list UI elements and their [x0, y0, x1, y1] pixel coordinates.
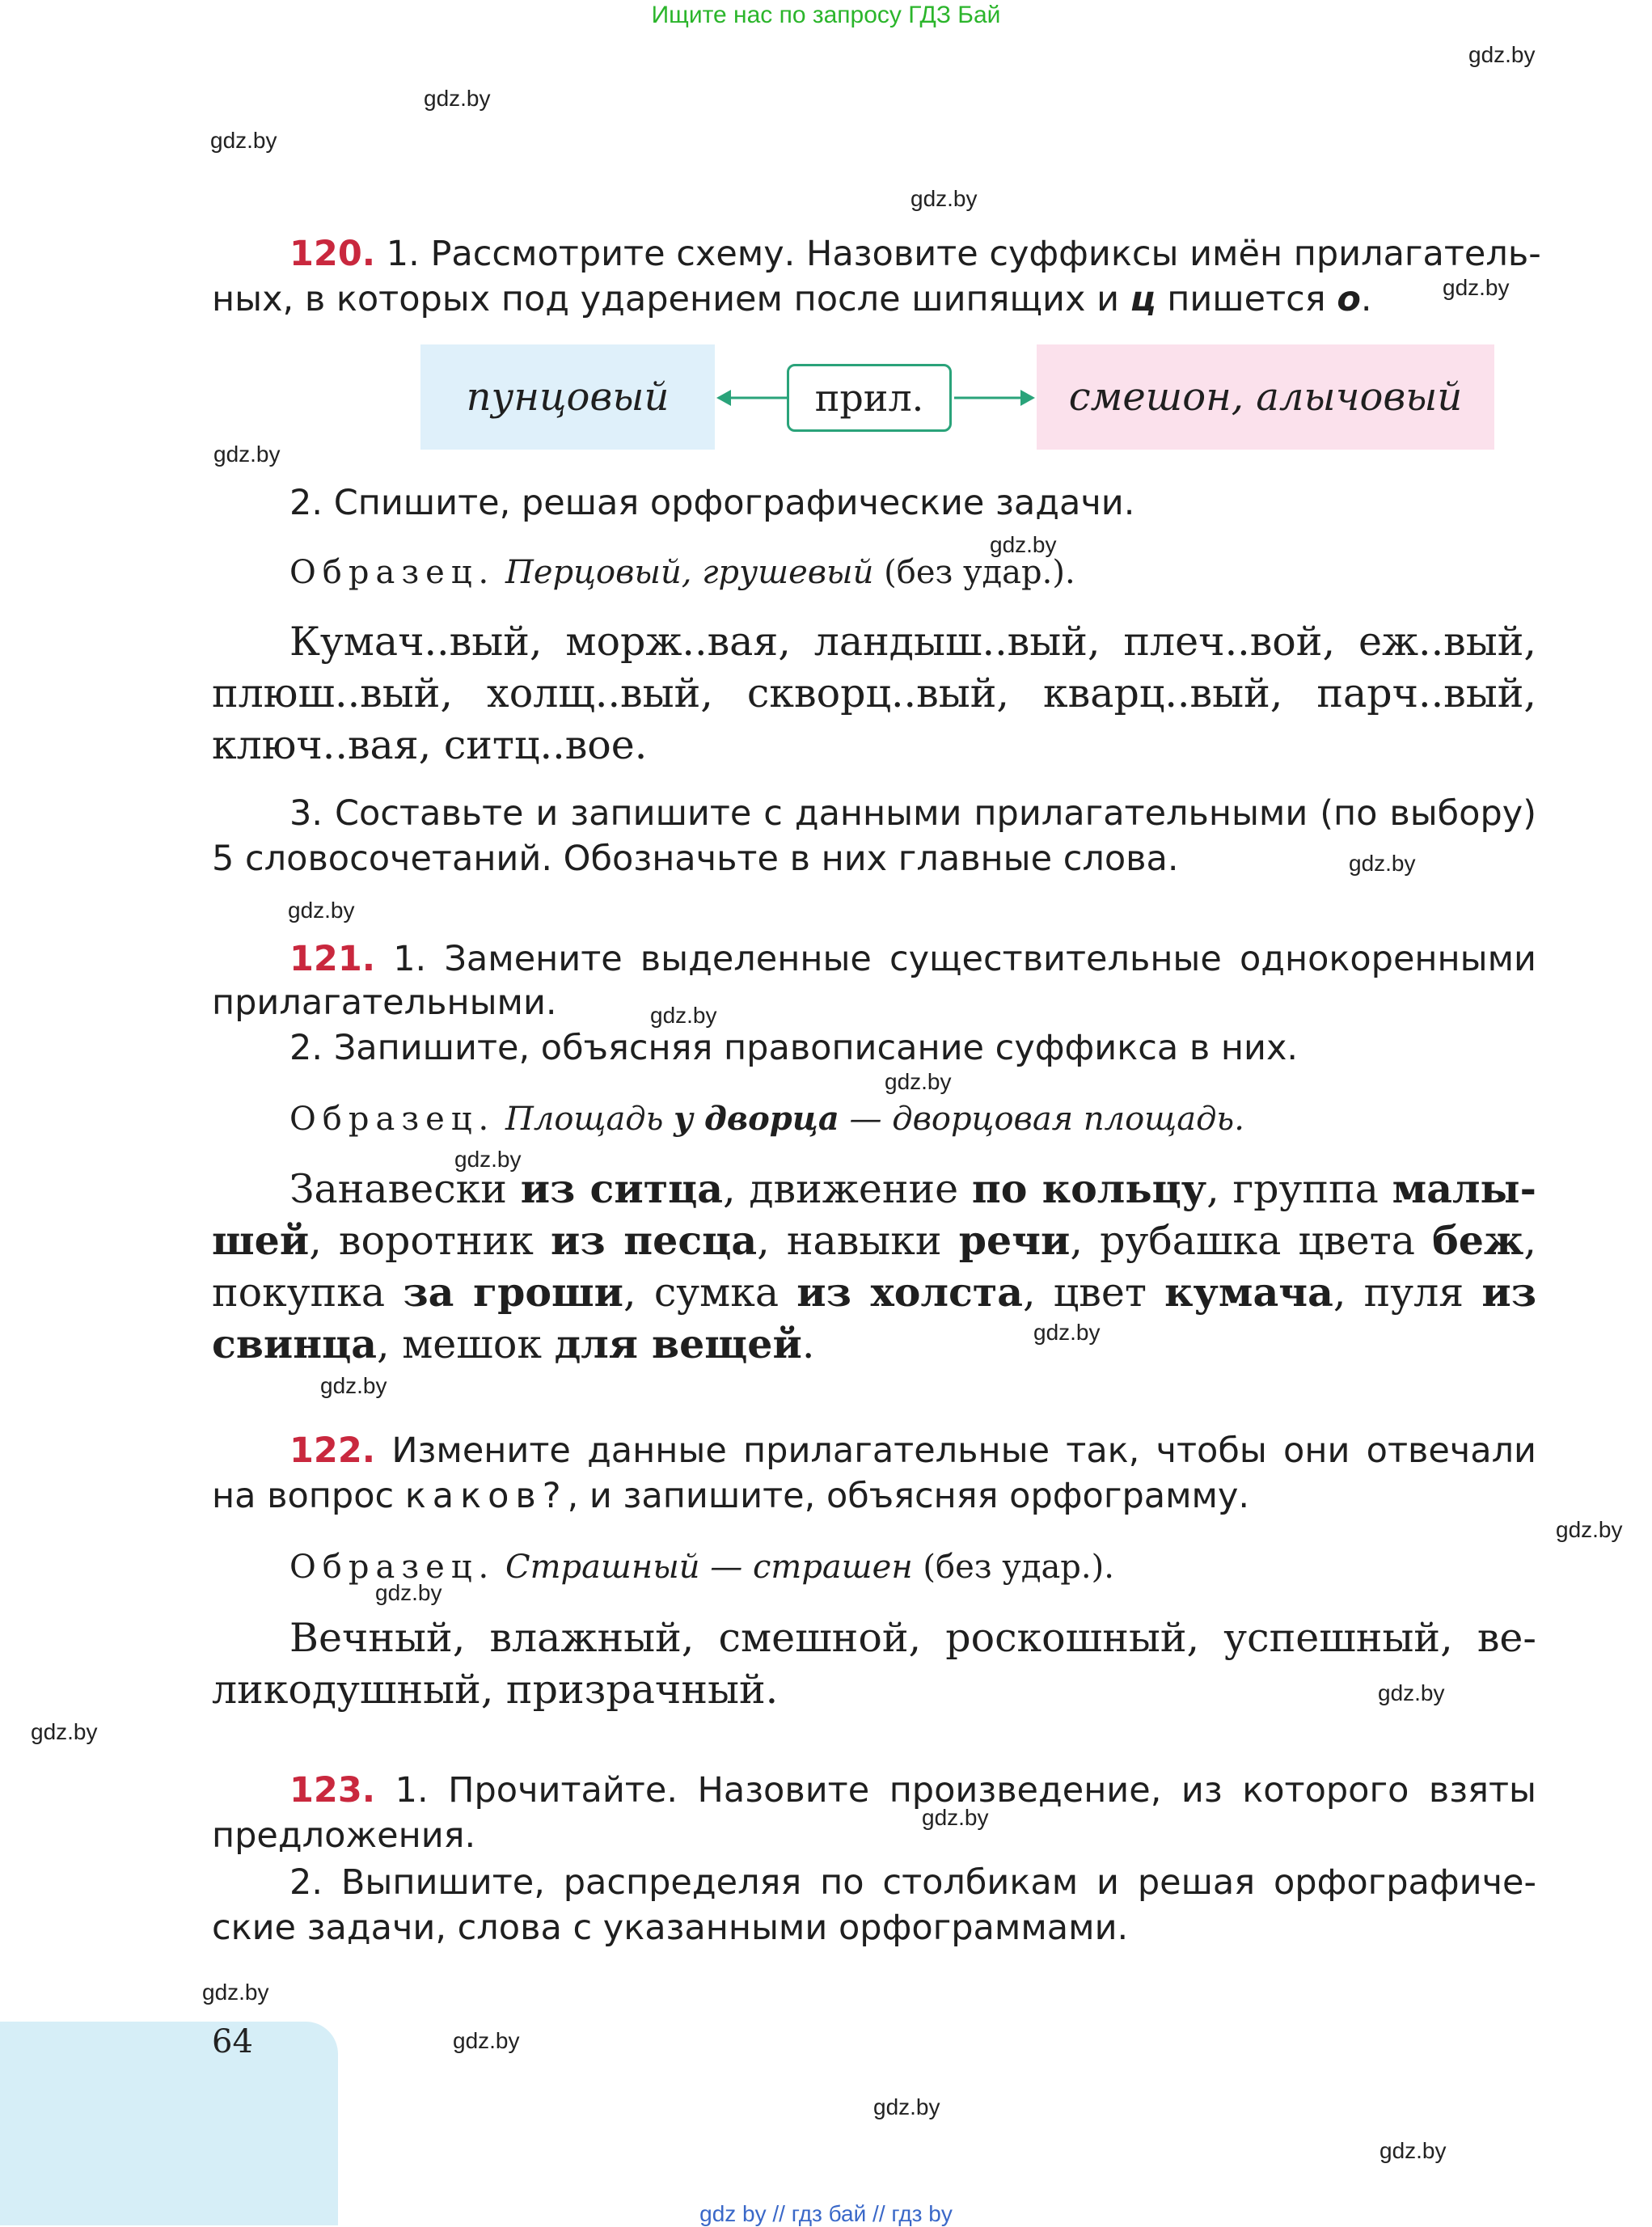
ex121-line3: 2. Запишите, объясняя правописание суффикса в них. [289, 1028, 1299, 1068]
watermark: gdz.by [453, 2028, 520, 2053]
ex120-words-line1: Кумач..вый, морж..вая, ландыш..вый, плеч..вой, еж..вый, [289, 619, 1536, 665]
watermark: gdz.by [454, 1147, 522, 1172]
ex120-task3-line1: 3. Составьте и запишите с данными прилагательными (по выбору) [289, 793, 1536, 834]
page-number: 64 [212, 2023, 253, 2060]
watermark: gdz.by [1468, 42, 1536, 67]
watermark: gdz.by [1379, 2138, 1447, 2163]
exercise-number: 120. [289, 234, 376, 274]
watermark: gdz.by [650, 1003, 717, 1028]
ex123-line4: ские задачи, слова с указанными орфограммами. [212, 1908, 1129, 1948]
ex121-line2: прилагательными. [212, 982, 557, 1023]
ex121-text-line3: покупка за гроши, сумка из холста, цвет кумача, пуля из [212, 1269, 1537, 1316]
watermark: gdz.by [320, 1373, 387, 1398]
ex122-words-line2: ликодушный, призрачный. [212, 1667, 779, 1713]
watermark: gdz.by [210, 128, 277, 153]
scheme-left-box: пунцовый [420, 344, 715, 450]
ex120-line2: ных, в которых под ударением после шипящих и ц пишется о. [212, 279, 1372, 319]
bottom-banner[interactable]: gdz by // гдз бай // гдз by [699, 2201, 953, 2226]
ex120-sample: Образец. Перцовый, грушевый (без удар.). [289, 554, 1075, 591]
watermark: gdz.by [213, 442, 281, 467]
watermark: gdz.by [885, 1069, 952, 1094]
ex122-sample: Образец. Страшный — страшен (без удар.). [289, 1549, 1114, 1586]
ex122-line2: на вопрос каков?, и запишите, объясняя орфограмму. [212, 1476, 1250, 1516]
scheme-right-box: смешон, алычовый [1037, 344, 1494, 450]
ex120-words-line3: ключ..вая, ситц..вое. [212, 722, 648, 768]
watermark: gdz.by [1443, 275, 1510, 300]
arrow-left-icon [715, 382, 794, 414]
ex121-text-line4: свинца, мешок для вещей. [212, 1321, 815, 1367]
ex123-line3: 2. Выпишите, распределяя по столбикам и решая орфографиче- [289, 1862, 1536, 1903]
watermark: gdz.by [990, 532, 1057, 557]
page-corner [0, 2022, 338, 2225]
ex120-line1: 120. 1. Рассмотрите схему. Назовите суффиксы имён прилагатель- [289, 234, 1541, 274]
ex121-line1: 121. 1. Замените выделенные существительные однокоренными [289, 939, 1536, 979]
watermark: gdz.by [873, 2094, 940, 2119]
watermark: gdz.by [1349, 851, 1416, 876]
watermark: gdz.by [31, 1719, 98, 1744]
ex123-line1: 123. 1. Прочитайте. Назовите произведение, из которого взяты [289, 1770, 1536, 1811]
scheme-center-box: прил. [787, 364, 952, 432]
ex120-task2: 2. Спишите, решая орфографические задачи. [289, 483, 1135, 523]
ex123-line2: предложения. [212, 1815, 476, 1856]
arrow-right-icon [951, 382, 1037, 414]
watermark: gdz.by [1378, 1680, 1445, 1705]
watermark: gdz.by [1556, 1517, 1623, 1542]
exercise-number: 122. [289, 1430, 376, 1471]
watermark: gdz.by [1033, 1320, 1101, 1345]
ex122-line1: 122. Измените данные прилагательные так, чтобы они отвечали [289, 1430, 1536, 1471]
watermark: gdz.by [424, 86, 491, 111]
ex120-task3-line2: 5 словосочетаний. Обозначьте в них главные слова. [212, 839, 1179, 879]
watermark: gdz.by [911, 186, 978, 211]
watermark: gdz.by [202, 1980, 269, 2005]
watermark: gdz.by [922, 1805, 989, 1830]
ex120-words-line2: плюш..вый, холщ..вый, скворц..вый, кварц..вый, парч..вый, [212, 670, 1536, 716]
watermark: gdz.by [375, 1580, 442, 1605]
ex121-sample: Образец. Площадь у дворца — дворцовая площадь. [289, 1100, 1244, 1138]
ex121-text-line2: шей, воротник из песца, навыки речи, рубашка цвета беж, [212, 1217, 1536, 1264]
ex122-words-line1: Вечный, влажный, смешной, роскошный, успешный, ве- [289, 1615, 1536, 1661]
exercise-number: 121. [289, 939, 376, 979]
watermark: gdz.by [288, 898, 355, 923]
ex121-text-line1: Занавески из ситца, движение по кольцу, группа малы- [289, 1165, 1536, 1212]
top-banner[interactable]: Ищите нас по запросу ГДЗ Бай [651, 2, 1001, 28]
exercise-number: 123. [289, 1770, 376, 1811]
